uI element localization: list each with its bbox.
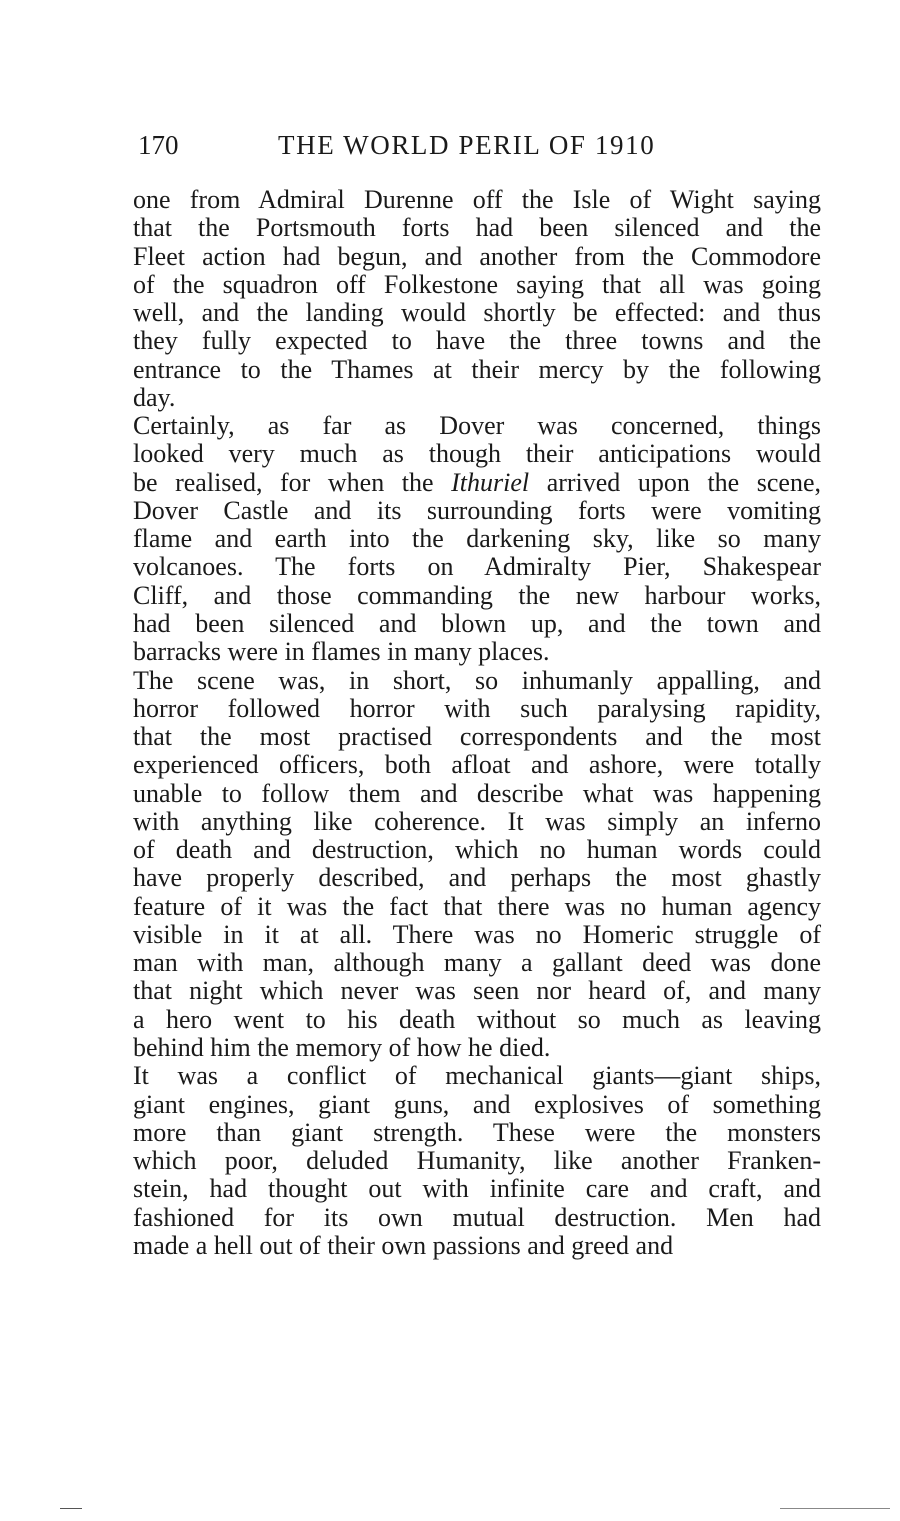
text-segment: The scene was, in short, so inhumanly appalling, and — [133, 665, 821, 695]
paragraph — [133, 1062, 821, 1260]
text-line — [133, 1062, 821, 1090]
text-segment: one from Admiral Durenne off the Isle of Wight saying — [133, 185, 821, 214]
text-segment: arrived upon the scene, — [529, 467, 822, 497]
text-line — [133, 949, 821, 977]
text-segment: behind him the memory of how he died. — [133, 1032, 551, 1062]
text-segment: It was a conflict of mechanical giants—giant ships, — [133, 1061, 821, 1091]
text-segment: made a hell out of their own passions and greed and — [133, 1230, 674, 1260]
text-line — [133, 271, 821, 299]
text-line — [133, 610, 821, 638]
text-line — [133, 356, 821, 384]
text-line — [133, 299, 821, 327]
text-line — [133, 553, 821, 581]
text-segment: looked very much as though their anticipations would — [133, 439, 821, 469]
text-segment: experienced officers, both afloat and ashore, were totally — [133, 750, 821, 780]
text-line — [133, 1034, 821, 1062]
text-line — [133, 667, 821, 695]
text-segment: volcanoes. The forts on Admiralty Pier, Shakespear — [133, 552, 821, 582]
running-header — [138, 130, 698, 166]
text-line — [133, 1232, 821, 1260]
text-segment: entrance to the Thames at their mercy by the following — [133, 354, 821, 384]
text-line — [133, 384, 821, 412]
text-line — [133, 723, 821, 751]
text-segment: feature of it was the fact that there was no human agency — [133, 891, 821, 921]
italic-ship-name: Ithuriel — [451, 467, 530, 497]
text-segment: of death and destruction, which no human words could — [133, 835, 821, 865]
running-title: THE WORLD PERIL OF 1910 — [278, 130, 656, 160]
text-line — [133, 864, 821, 892]
text-line — [133, 186, 821, 214]
text-segment: which poor, deluded Humanity, like another Franken- — [133, 1146, 821, 1176]
text-segment: Dover Castle and its surrounding forts were vomiting — [133, 495, 821, 525]
text-line — [133, 412, 821, 440]
text-segment: giant engines, giant guns, and explosives of something — [133, 1089, 821, 1119]
text-segment: visible in it at all. There was no Homeric struggle of — [133, 919, 821, 949]
paragraph — [133, 412, 821, 666]
text-line — [133, 1006, 821, 1034]
text-segment: man with man, although many a gallant deed was done — [133, 948, 821, 978]
text-line — [133, 921, 821, 949]
text-segment: Cliff, and those commanding the new harbour works, — [133, 580, 821, 610]
text-line — [133, 469, 821, 497]
paragraph — [133, 667, 821, 1063]
text-segment: of the squadron off Folkestone saying that all was going — [133, 269, 821, 299]
text-line — [133, 327, 821, 355]
paragraph — [133, 186, 821, 412]
text-segment: Fleet action had begun, and another from the Commodore — [133, 241, 821, 271]
text-segment: barracks were in flames in many places. — [133, 637, 550, 667]
text-segment: had been silenced and blown up, and the town and — [133, 608, 821, 638]
text-segment: have properly described, and perhaps the most ghastly — [133, 863, 821, 893]
text-line — [133, 638, 821, 666]
text-line — [133, 525, 821, 553]
text-segment: that the most practised correspondents and the most — [133, 722, 821, 752]
text-line — [133, 1204, 821, 1232]
scan-artifact — [780, 1508, 890, 1509]
text-segment: flame and earth into the darkening sky, like so many — [133, 524, 821, 554]
scan-artifact — [60, 1508, 82, 1509]
text-segment: that the Portsmouth forts had been silenced and the — [133, 213, 821, 243]
text-segment: Certainly, as far as Dover was concerned, things — [133, 411, 821, 441]
text-segment: with anything like coherence. It was simply an inferno — [133, 806, 821, 836]
text-segment: more than giant strength. These were the monsters — [133, 1117, 821, 1147]
text-line — [133, 1175, 821, 1203]
text-segment: unable to follow them and describe what was happening — [133, 778, 821, 808]
text-line — [133, 695, 821, 723]
text-segment: be realised, for when the — [133, 467, 452, 497]
text-line — [133, 440, 821, 468]
text-line — [133, 977, 821, 1005]
page-number: 170 — [138, 130, 179, 160]
text-line — [133, 582, 821, 610]
text-line — [133, 780, 821, 808]
text-segment: fashioned for its own mutual destruction. Men had — [133, 1202, 821, 1232]
text-line — [133, 1147, 821, 1175]
text-line — [133, 893, 821, 921]
text-segment: stein, had thought out with infinite care and craft, and — [133, 1174, 821, 1204]
body-text — [133, 186, 821, 1260]
text-line — [133, 243, 821, 271]
text-line — [133, 751, 821, 779]
text-line — [133, 497, 821, 525]
text-line — [133, 1119, 821, 1147]
text-line — [133, 1091, 821, 1119]
text-segment: horror followed horror with such paralysing rapidity, — [133, 693, 821, 723]
text-line — [133, 836, 821, 864]
text-segment: a hero went to his death without so much as leaving — [133, 1004, 821, 1034]
text-segment: day. — [133, 382, 176, 412]
text-line — [133, 808, 821, 836]
text-line — [133, 214, 821, 242]
text-segment: well, and the landing would shortly be effected: and thus — [133, 298, 821, 328]
text-segment: that night which never was seen nor heard of, and many — [133, 976, 821, 1006]
text-segment: they fully expected to have the three towns and the — [133, 326, 821, 356]
